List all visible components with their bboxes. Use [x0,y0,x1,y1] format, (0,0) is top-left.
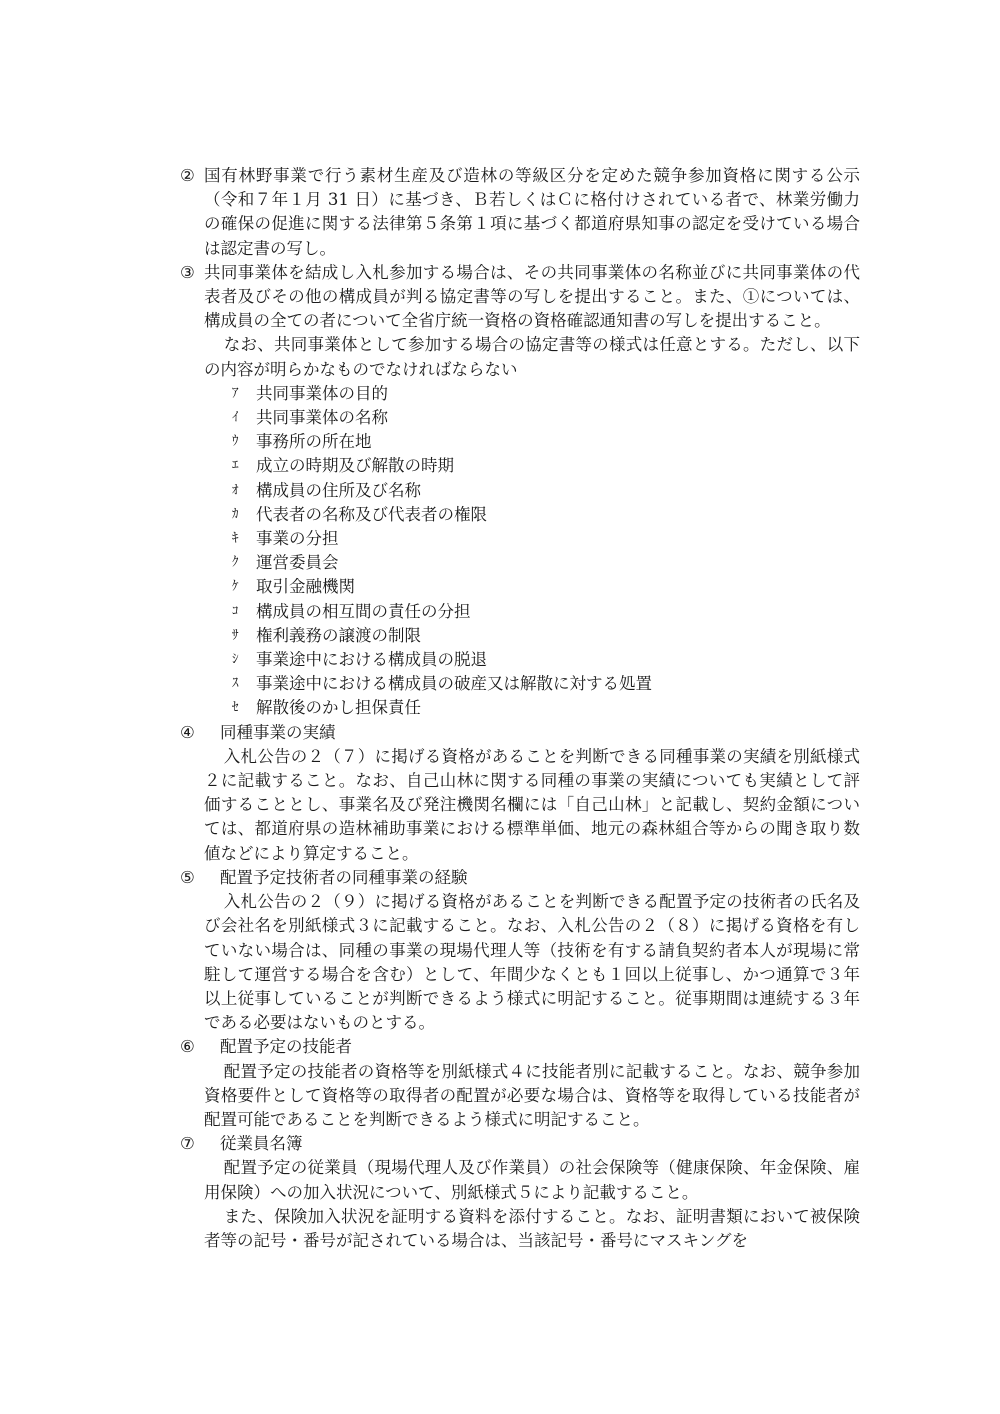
list-item [232,527,860,551]
list-item-text: 構成員の住所及び名称 [256,480,421,500]
section-text: 共同事業体を結成し入札参加する場合は、その共同事業体の名称並びに共同事業体の代表者及びその他の構成員が判る協定書等の写しを提出すること。また、①については、構成員の全ての者について全省庁統一資格の資格確認通知書の写しを提出すること。 [204,262,860,331]
list-item [232,672,860,696]
list-item-text: 代表者の名称及び代表者の権限 [256,504,487,524]
document-page [180,164,860,1253]
list-marker: ｼ [232,652,239,668]
section-6 [180,1035,860,1132]
section-heading: 従業員名簿 [220,1134,303,1154]
list-item [232,648,860,672]
list-item-text: 事業途中における構成員の脱退 [256,650,487,670]
list-item [232,454,860,478]
section-5 [180,866,860,1035]
list-marker: ｵ [232,482,239,498]
list-item [232,551,860,575]
section-heading: 配置予定の技能者 [220,1037,352,1057]
section-number: ⑤ [180,867,195,887]
list-item-text: 事務所の所在地 [256,432,372,452]
list-marker: ｳ [232,434,239,450]
list-item-text: 権利義務の譲渡の制限 [256,625,421,645]
list-item [232,503,860,527]
agreement-items-list [204,382,860,721]
list-item-text: 共同事業体の名称 [256,408,388,428]
section-number: ③ [180,262,195,282]
list-item-text: 成立の時期及び解散の時期 [256,456,454,476]
list-item-text: 解散後のかし担保責任 [256,698,421,718]
list-marker: ｱ [232,385,239,401]
list-marker: ｻ [232,627,239,643]
section-3 [180,261,860,721]
section-number: ⑥ [180,1037,195,1057]
section-7 [180,1132,860,1253]
section-paragraph: 入札公告の２（７）に掲げる資格があることを判断できる同種事業の実績を別紙様式２に記載すること。なお、自己山林に関する同種の事業の実績についても実績として評価することとし、事業名及び発注機関名欄には「自己山林」と記載し、契約金額については、都道府県の造林補助事業における標準単価、地元の森林組合等からの聞き取り数値などにより算定すること。 [204,746,860,863]
list-item [232,479,860,503]
list-marker: ｽ [232,676,239,692]
list-marker: ｹ [232,579,239,595]
section-paragraph: また、保険加入状況を証明する資料を添付すること。なお、証明書類において被保険者等の記号・番号が記されている場合は、当該記号・番号にマスキングを [204,1206,860,1250]
section-paragraph: 配置予定の従業員（現場代理人及び作業員）の社会保険等（健康保険、年金保険、雇用保険）への加入状況について、別紙様式５により記載すること。 [204,1158,860,1202]
list-marker: ｸ [232,555,239,571]
section-4 [180,721,860,866]
section-paragraph: 入札公告の２（９）に掲げる資格があることを判断できる配置予定の技術者の氏名及び会社名を別紙様式３に記載すること。なお、入札公告の２（８）に掲げる資格を有していない場合は、同種の事業の現場代理人等（技術を有する請負契約者本人が現場に常駐して運営する場合を含む）として、年間少なくとも１回以上従事し、かつ通算で３年以上従事していることが判断できるよう様式に明記すること。従事期間は連続する３年である必要はないものとする。 [204,892,860,1033]
section-number: ② [180,166,195,185]
list-item [232,430,860,454]
section-paragraph: 配置予定の技能者の資格等を別紙様式４に技能者別に記載すること。なお、競争参加資格要件として資格等の取得者の配置が必要な場合は、資格等を取得している技能者が配置可能であることを判断できるよう様式に明記すること。 [204,1061,860,1129]
list-item-text: 構成員の相互間の責任の分担 [256,601,471,621]
list-item [232,624,860,648]
list-item [232,575,860,599]
section-paragraph: なお、共同事業体として参加する場合の協定書等の様式は任意とする。ただし、以下の内容が明らかなものでなければならない [204,335,860,379]
list-marker: ｶ [232,506,239,522]
section-2 [180,164,860,261]
list-item-text: 共同事業体の目的 [256,383,388,403]
list-marker: ｾ [232,700,239,716]
list-marker: ｴ [232,458,239,474]
section-number: ⑦ [180,1134,195,1154]
section-number: ④ [180,722,195,742]
list-item-text: 運営委員会 [256,553,339,573]
list-marker: ｺ [232,603,239,619]
list-item-text: 事業途中における構成員の破産又は解散に対する処置 [256,674,652,694]
list-marker: ｲ [232,410,239,426]
section-heading: 同種事業の実績 [220,722,336,742]
list-item [232,600,860,624]
section-text: 国有林野事業で行う素材生産及び造林の等級区分を定めた競争参加資格に関する公示（令和７年１月 31 日）に基づき、Ｂ若しくはＣに格付けされている者で、林業労働力の確保の促進に関する法律第５条第１項に基づく都道府県知事の認定を受けている場合は認定書の写し。 [204,166,861,258]
list-item [232,696,860,720]
list-item-text: 取引金融機関 [256,577,355,597]
list-item [232,406,860,430]
list-marker: ｷ [232,531,239,547]
list-item [232,382,860,406]
list-item-text: 事業の分担 [256,529,339,549]
section-heading: 配置予定技術者の同種事業の経験 [220,867,468,887]
